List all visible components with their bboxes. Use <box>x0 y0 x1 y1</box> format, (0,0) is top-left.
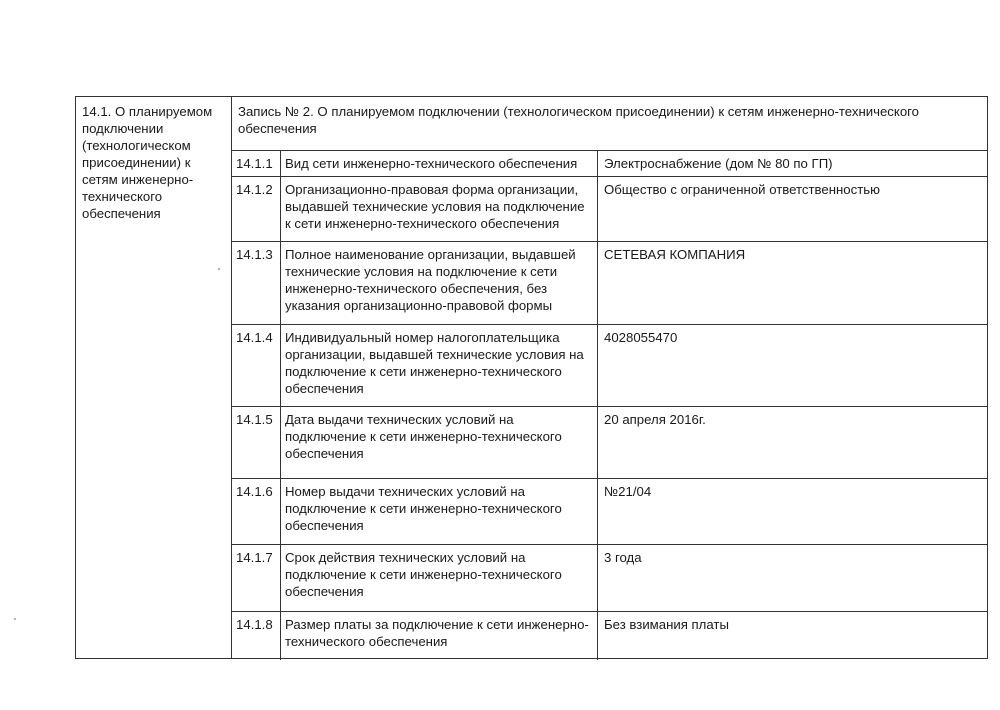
table-row <box>232 407 987 479</box>
table-row <box>232 325 987 407</box>
record-block <box>232 97 987 658</box>
row-description: Номер выдачи технических условий на подключение к сети инженерно-технического обеспечения <box>281 479 598 544</box>
connection-table <box>75 96 988 659</box>
row-number: 14.1.6 <box>232 479 281 544</box>
row-description: Полное наименование организации, выдавшей технические условия на подключение к сети инженерно-технического обеспечения, без указания организационно-правовой формы <box>281 242 598 324</box>
row-description: Дата выдачи технических условий на подключение к сети инженерно-технического обеспечения <box>281 407 598 478</box>
row-description: Индивидуальный номер налогоплательщика организации, выдавшей технические условия на подключение к сети инженерно-технического обеспечения <box>281 325 598 406</box>
row-description: Срок действия технических условий на подключение к сети инженерно-технического обеспечения <box>281 545 598 611</box>
row-value: №21/04 <box>604 484 652 499</box>
row-description: Организационно-правовая форма организации, выдавшей технические условия на подключение к сети инженерно-технического обеспечения <box>281 177 598 241</box>
table-row <box>232 242 987 325</box>
row-value: 20 апреля 2016г. <box>604 412 706 427</box>
scan-speck <box>218 268 220 270</box>
table-row <box>232 545 987 612</box>
table-row <box>232 151 987 177</box>
row-value: Электроснабжение (дом № 80 по ГП) <box>604 156 833 171</box>
row-number: 14.1.4 <box>232 325 281 406</box>
row-value: Без взимания платы <box>604 617 729 632</box>
table-row <box>232 612 987 660</box>
record-header: Запись № 2. О планируемом подключении (технологическом присоединении) к сетям инженерно-технического обеспечения <box>232 97 987 151</box>
row-number: 14.1.3 <box>232 242 281 324</box>
row-number: 14.1.2 <box>232 177 281 241</box>
row-value: 4028055470 <box>604 330 678 345</box>
section-title: 14.1. О планируемом подключении (технологическом присоединении) к сетям инженерно-технического обеспечения <box>76 97 232 658</box>
row-value: Общество с ограниченной ответственностью <box>604 182 881 197</box>
table-row <box>232 177 987 242</box>
row-value: 3 года <box>604 550 642 565</box>
scan-speck <box>14 618 16 620</box>
row-number: 14.1.1 <box>232 151 281 176</box>
row-number: 14.1.8 <box>232 612 281 660</box>
row-value: СЕТЕВАЯ КОМПАНИЯ <box>604 247 746 262</box>
row-number: 14.1.7 <box>232 545 281 611</box>
row-description: Размер платы за подключение к сети инженерно-технического обеспечения <box>281 612 598 660</box>
row-number: 14.1.5 <box>232 407 281 478</box>
row-description: Вид сети инженерно-технического обеспечения <box>281 151 598 176</box>
table-row <box>232 479 987 545</box>
